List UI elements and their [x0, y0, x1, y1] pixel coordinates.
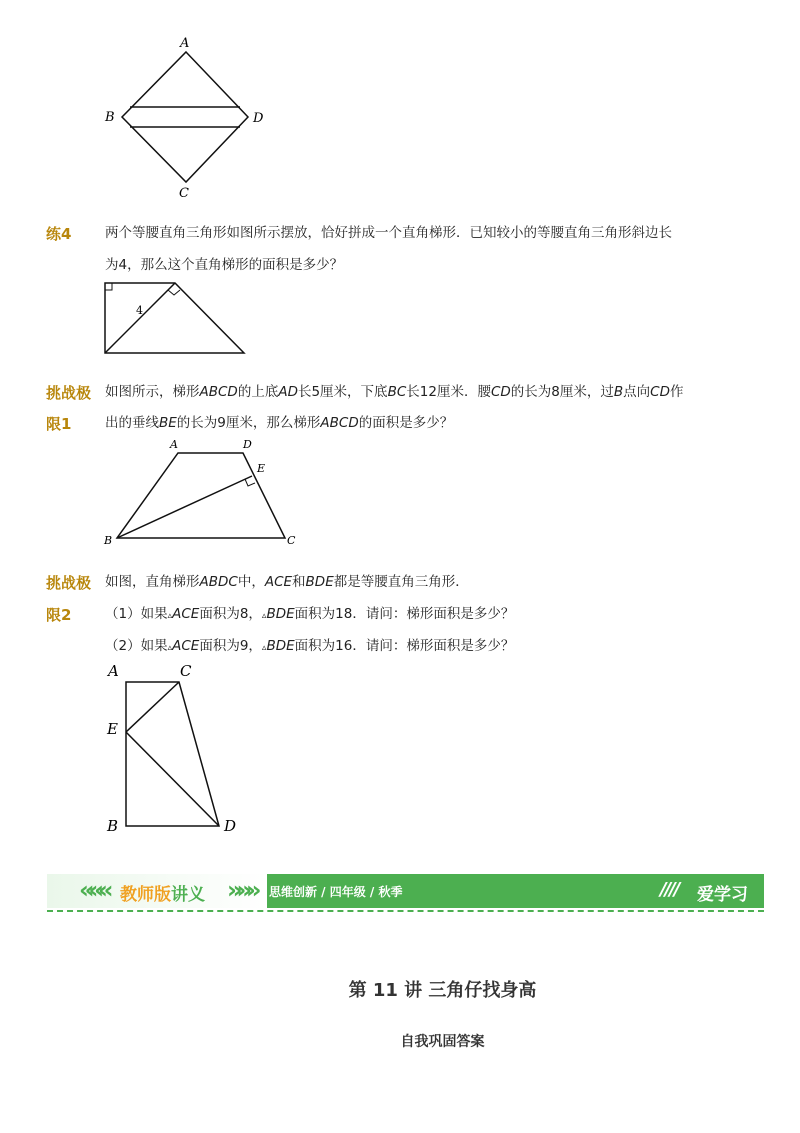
t: 和 — [292, 574, 306, 590]
triangle-symbol: ▵ — [261, 643, 267, 653]
t: 如图，直角梯形 — [105, 574, 200, 590]
t: BDE — [266, 606, 295, 622]
brand-logo: 爱学习 — [697, 885, 748, 905]
hypotenuse-line — [105, 283, 175, 353]
point-label-b: B — [105, 110, 115, 125]
t: CD — [490, 384, 511, 400]
t: 的上底 — [237, 384, 279, 400]
t: ABCD — [199, 384, 238, 400]
t: 面积为8， — [199, 606, 262, 622]
t: 作 — [669, 384, 684, 400]
trapezoid-outline — [105, 283, 244, 353]
point-label-b: B — [104, 534, 113, 547]
t: 出的垂线 — [105, 415, 159, 431]
perpendicular-be — [117, 476, 252, 538]
figure-trapezoid-triangles — [100, 278, 250, 360]
t: BDE — [305, 574, 334, 590]
exercise-label-4: 练4 — [46, 225, 72, 243]
t: BDE — [266, 638, 295, 654]
point-label-d: D — [224, 817, 237, 835]
t: 的长为9厘米，那么梯形 — [176, 415, 321, 431]
chevrons-right-icon: »»» — [227, 876, 256, 904]
right-angle-mark-2 — [168, 290, 180, 295]
t: ACE — [264, 574, 293, 590]
t: ACE — [172, 638, 200, 654]
triangle-symbol: ▵ — [261, 611, 267, 621]
point-label-a: A — [170, 438, 178, 451]
segment-ec — [126, 682, 179, 732]
logo-mark-icon: //// — [660, 879, 679, 900]
t: ABCD — [320, 415, 359, 431]
t: AD — [278, 384, 298, 400]
t: 长12厘米．腰 — [406, 384, 491, 400]
t: B — [613, 384, 624, 400]
banner-breadcrumb: 思维创新 / 四年级 / 秋季 — [269, 885, 403, 899]
challenge-1-line-1 — [105, 382, 683, 402]
point-label-c: C — [179, 186, 189, 201]
t: 面积为9， — [199, 638, 262, 654]
point-label-c: C — [287, 534, 296, 547]
point-label-a: A — [180, 36, 190, 51]
lecture-subtitle: 自我巩固答案 — [400, 1034, 485, 1050]
right-trapezoid-outline — [126, 682, 219, 826]
figure-right-trapezoid — [100, 658, 260, 838]
t: ABDC — [199, 574, 238, 590]
t: 长5厘米，下底 — [297, 384, 388, 400]
footer-banner — [47, 874, 764, 908]
figure-rhombus — [100, 35, 280, 205]
exercise-4-line-1: 两个等腰直角三角形如图所示摆放，恰好拼成一个直角梯形．已知较小的等腰直角三角形斜边长 — [105, 225, 672, 241]
t: CD — [650, 384, 670, 400]
point-label-e: E — [257, 462, 266, 475]
lecture-title: 第 11 讲 三角仔找身高 — [348, 980, 537, 1001]
challenge-2-label: 挑战极 — [46, 574, 92, 592]
point-label-e: E — [107, 720, 118, 738]
figure-trapezoid-abcd — [100, 436, 300, 551]
exercise-4-line-2: 为4，那么这个直角梯形的面积是多少？ — [105, 257, 344, 273]
t: ACE — [172, 606, 200, 622]
t: BC — [387, 384, 407, 400]
t: 的面积是多少？ — [358, 415, 454, 431]
right-angle-mark-e — [245, 479, 255, 486]
t: 中， — [237, 574, 265, 590]
point-label-b: B — [107, 817, 119, 835]
challenge-2-label-2: 限2 — [46, 606, 72, 624]
point-label-d: D — [253, 111, 264, 126]
t: （1）如果 — [105, 606, 168, 622]
t: BE — [159, 415, 177, 431]
t: 点向 — [623, 384, 651, 400]
right-angle-mark — [105, 283, 112, 290]
challenge-1-line-2 — [105, 413, 453, 433]
t: 面积为18．请问：梯形面积是多少？ — [294, 606, 515, 622]
challenge-1-label: 挑战极 — [46, 384, 92, 402]
banner-title-a: 教师版 — [120, 885, 171, 905]
length-label: 4 — [136, 304, 143, 317]
challenge-1-label-2: 限1 — [46, 415, 72, 433]
point-label-c: C — [180, 662, 192, 680]
banner-title — [120, 880, 205, 905]
t: 如图所示，梯形 — [105, 384, 200, 400]
triangle-symbol: ▵ — [167, 611, 173, 621]
t: （2）如果 — [105, 638, 168, 654]
challenge-2-question-1 — [105, 604, 514, 626]
segment-ed — [126, 732, 219, 826]
point-label-a: A — [108, 662, 119, 680]
triangle-symbol: ▵ — [167, 643, 173, 653]
banner-dotted-divider — [47, 910, 764, 912]
banner-title-b: 讲义 — [171, 885, 205, 905]
t: 面积为16．请问：梯形面积是多少？ — [294, 638, 515, 654]
t: 的长为8厘米，过 — [510, 384, 614, 400]
challenge-2-question-2 — [105, 636, 514, 658]
point-label-d: D — [243, 438, 252, 451]
challenge-2-line-1 — [105, 572, 469, 592]
rhombus-shape — [122, 52, 248, 182]
t: 都是等腰直角三角形． — [333, 574, 469, 590]
chevrons-left-icon: ««« — [79, 876, 108, 904]
